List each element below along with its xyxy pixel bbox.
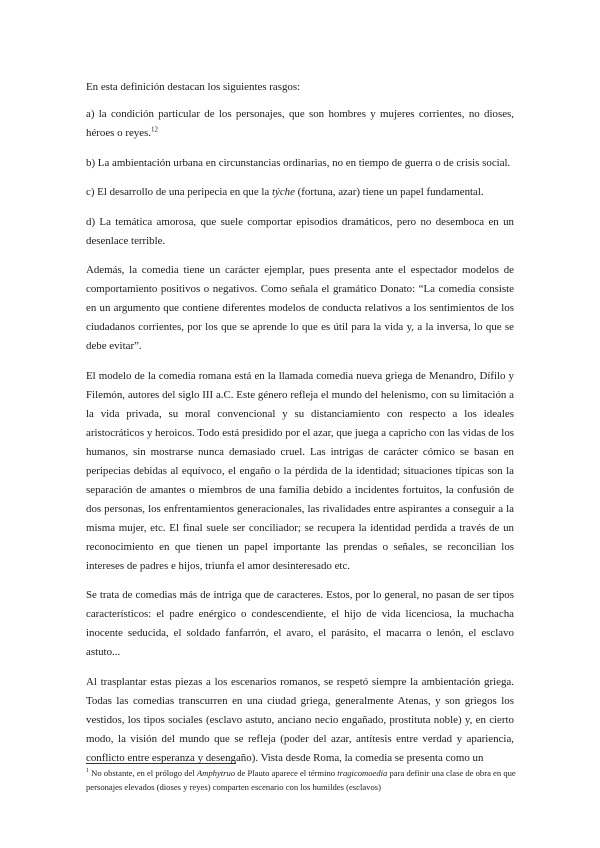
intro-paragraph: En esta definición destacan los siguientes rasgos: bbox=[86, 81, 301, 93]
footnote-reference: 12 bbox=[151, 125, 159, 134]
trasplantar-paragraph: Al trasplantar estas piezas a los escenarios romanos, se respetó siempre la ambientación griega. Todas las comedias transcurren en una ciudad griega, generalmente Atenas, y son griegos los vestidos, los tipos sociales (esclavo astuto, anciano necio engañado, prostituta noble) y, en cierto modo, la visión del mundo que se refleja (poder del azar, antítesis entre verdad y apariencia, conflicto entre esperanza y desengaño). Vista desde Roma, la comedia se presenta como un bbox=[86, 675, 514, 764]
rasgo-b-paragraph: b) La ambientación urbana en circunstancias ordinarias, no en tiempo de guerra o de crisis social. bbox=[86, 156, 511, 169]
footnote-divider bbox=[86, 763, 236, 764]
document-body bbox=[86, 78, 514, 778]
footnote bbox=[86, 767, 516, 794]
rasgo-a-paragraph bbox=[86, 105, 514, 143]
modelo-paragraph: El modelo de la comedia romana está en la llamada comedia nueva griega de Menandro, Dífilo y Filemón, autores del siglo III a.C. Este género refleja el mundo del helenismo, con su limitación a la vida privada, su moral convencional y su distanciamiento con respecto a los ideales aristocráticos y heroicos. Todo está presidido por el azar, que juega a capricho con las vidas de los humanos, sin mostrarse nunca demasiado cruel. Las intrigas de carácter cómico se basan en peripecias debidas al equívoco, el engaño o la pérdida de la identidad; situaciones típicas son la separación de amantes o miembros de una familia debido a incidentes fortuitos, la confusión de dos personas, los enfrentamientos generacionales, las rivalidades entre aspirantes a conseguir a la misma mujer, etc. El final suele ser conciliador; se recupera la identidad perdida a través de un reconocimiento en que tienen un papel importante las prendas o señales, se reconcilian los intereses de padres e hijos, triunfa el amor desinteresado etc. bbox=[86, 369, 514, 572]
footnote-text-middle: de Plauto aparece el término bbox=[235, 768, 338, 778]
rasgo-d-paragraph: d) La temática amorosa, que suele comportar episodios dramáticos, pero no desemboca en un desenlace terrible. bbox=[86, 215, 514, 247]
rasgo-c-text-end: (fortuna, azar) tiene un papel fundamental. bbox=[294, 186, 484, 198]
intriga-paragraph: Se trata de comedias más de intriga que de caracteres. Estos, por lo general, no pasan de ser tipos característicos: el padre enérgico o condescendiente, el hijo de vida licenciosa, la muchacha inocente seducida, el soldado fanfarrón, el avaro, el parásito, el macarra o lenón, el esclavo astuto... bbox=[86, 589, 514, 658]
footnote-marker: 1 bbox=[86, 768, 89, 775]
footnote-text-end: para definir una clase de obra en que personajes elevados (dioses y reyes) comparten escenario con los humildes (esclavos) bbox=[86, 768, 516, 792]
ademas-paragraph: Además, la comedia tiene un carácter ejemplar, pues presenta ante el espectador modelos de comportamiento positivos o negativos. Como señala el gramático Donato: “La comedia consiste en un argumento que contiene diferentes modelos de conducta relativos a los sentimientos de los ciudadanos corrientes, por los que se aprende lo que es útil para la vida y, a la inversa, lo que se debe evitar”. bbox=[86, 264, 514, 352]
footnote-work-title: Amphytruo bbox=[196, 768, 236, 778]
rasgo-c-text-start: c) El desarrollo de una peripecia en que la bbox=[86, 186, 272, 198]
tyche-term: týche bbox=[271, 186, 295, 198]
rasgo-a-text: a) la condición particular de los personajes, que son hombres y mujeres corrientes, no dioses, héroes o reyes. bbox=[86, 108, 514, 139]
footnote-text-start: No obstante, en el prólogo del bbox=[89, 768, 197, 778]
rasgo-c-paragraph bbox=[86, 183, 514, 202]
footnote-term: tragicomoedia bbox=[337, 768, 388, 778]
